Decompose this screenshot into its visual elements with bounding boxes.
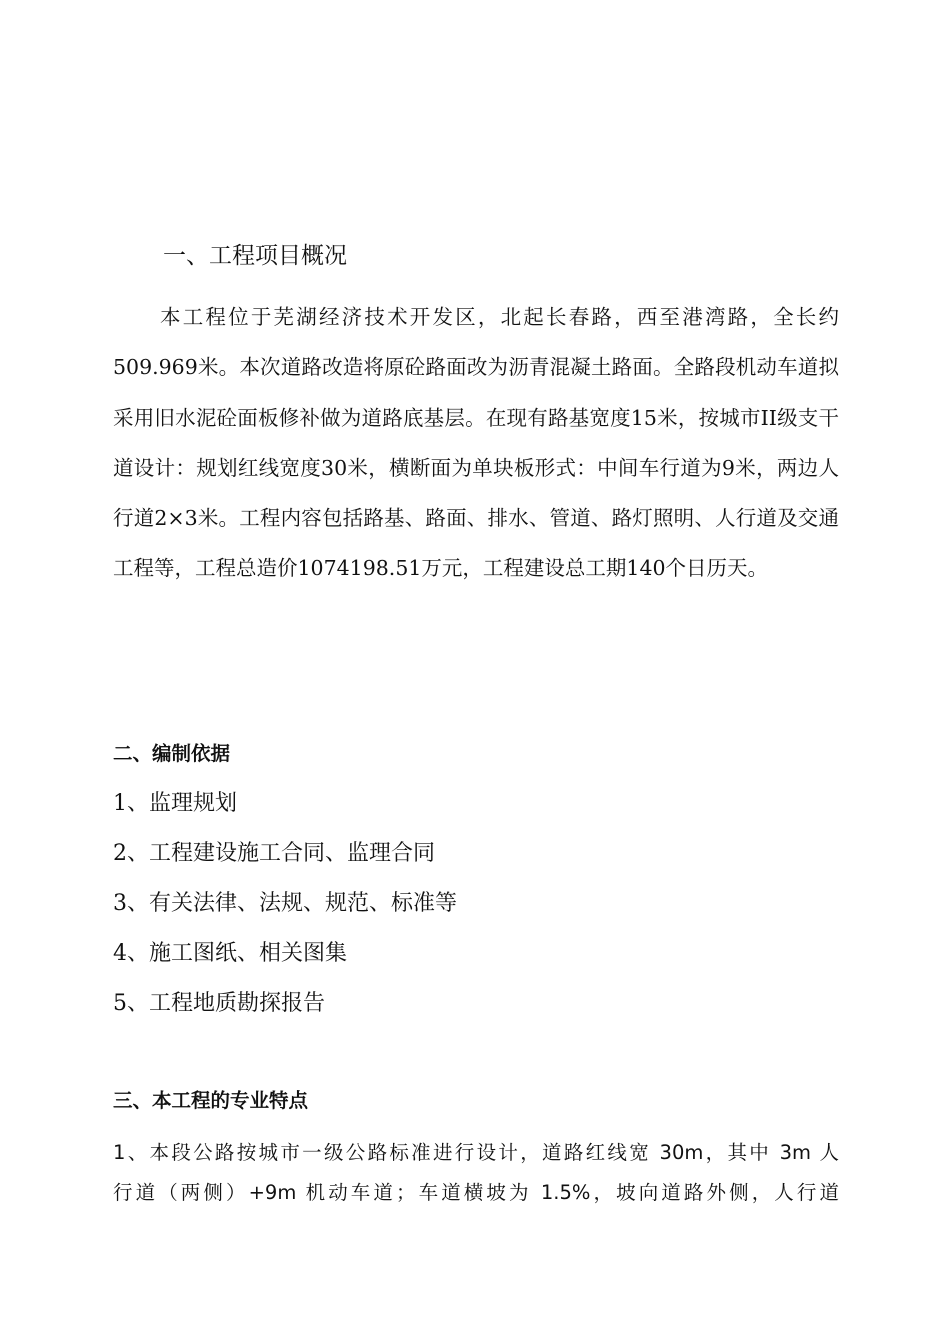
section-heading-basis: 二、编制依据 <box>113 742 231 765</box>
list-item: 4、施工图纸、相关图集 <box>113 941 347 966</box>
basis-list <box>113 785 457 1035</box>
features-paragraph <box>113 1133 839 1213</box>
list-item: 2、工程建设施工合同、监理合同 <box>113 841 435 866</box>
project-overview-paragraph: 本工程位于芜湖经济技术开发区，北起长春路，西至港湾路，全长约509.969米。本次道路改造将原砼路面改为沥青混凝土路面。全路段机动车道拟采用旧水泥砼面板修补做为道路底基层。在现有路基宽度15米，按城市II级支干道设计：规划红线宽度30米，横断面为单块板形式：中间车行道为9米，两边人行道2×3米。工程内容包括路基、路面、排水、管道、路灯照明、人行道及交通工程等，工程总造价1074198.51万元，工程建设总工期140个日历天。 <box>113 305 839 581</box>
section-heading-features: 三、本工程的专业特点 <box>113 1089 309 1112</box>
list-item: 5、工程地质勘探报告 <box>113 991 325 1016</box>
features-line: 1、本段公路按城市一级公路标准进行设计，道路红线宽 30m，其中 3m 人 <box>113 1141 839 1164</box>
section-heading-project-overview: 一、工程项目概况 <box>163 243 347 269</box>
list-item: 3、有关法律、法规、规范、标准等 <box>113 891 457 916</box>
list-item: 1、监理规划 <box>113 791 237 816</box>
features-line: 行道（两侧）+9m 机动车道；车道横坡为 1.5%，坡向道路外侧，人行道 <box>113 1181 839 1204</box>
